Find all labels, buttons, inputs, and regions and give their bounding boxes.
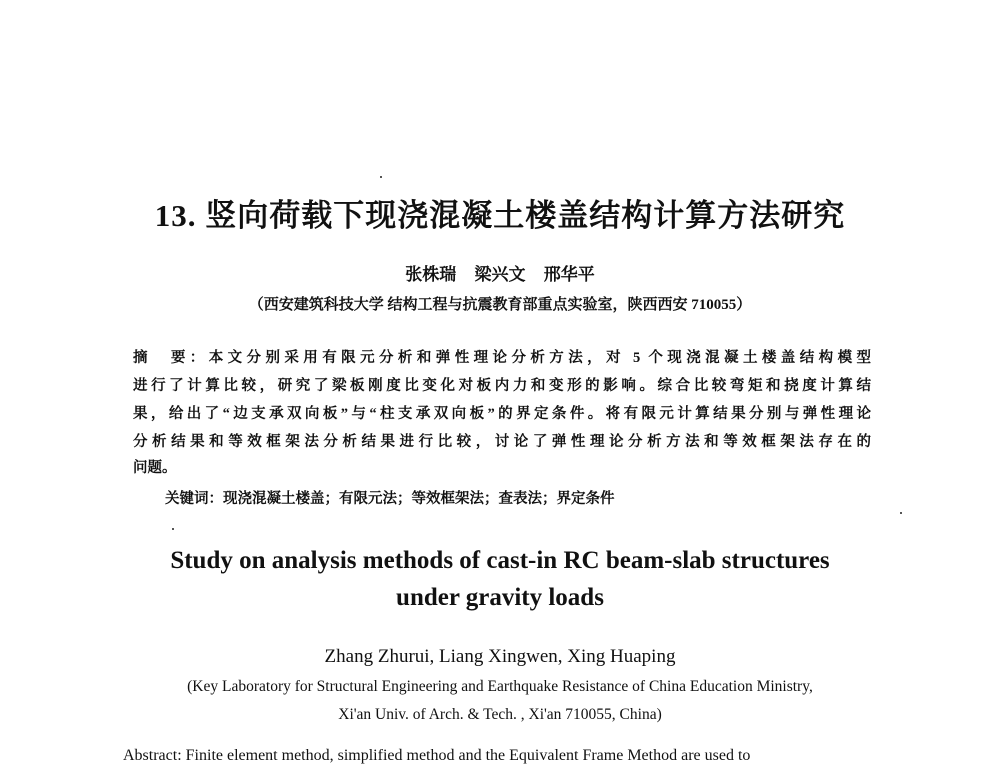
english-title-line: Study on analysis methods of cast-in RC beam-slab structures xyxy=(170,547,830,574)
chinese-title: 13. 竖向荷载下现浇混凝土楼盖结构计算方法研究 xyxy=(154,198,846,233)
scan-speck xyxy=(380,176,382,178)
chinese-abstract-line: 摘 要：本文分别采用有限元分析和弹性理论分析方法，对 5 个现浇混凝土楼盖结构模型 xyxy=(133,350,871,366)
english-authors: Zhang Zhurui, Liang Xingwen, Xing Huaping xyxy=(324,646,676,667)
english-abstract-partial: Abstract: Finite element method, simplified method and the Equivalent Frame Method are used to xyxy=(123,747,751,764)
chinese-abstract-line: 分析结果和等效框架法分析结果进行比较，讨论了弹性理论分析方法和等效框架法存在的 xyxy=(133,434,871,450)
english-affiliation-line: Xi'an Univ. of Arch. & Tech. , Xi'an 710055, China) xyxy=(338,706,662,723)
chinese-abstract-line: 果，给出了“边支承双向板”与“柱支承双向板”的界定条件。将有限元计算结果分别与弹性理论 xyxy=(133,406,871,422)
scan-speck xyxy=(900,512,902,514)
scan-speck xyxy=(172,528,174,530)
chinese-authors: 张株瑞 梁兴文 邢华平 xyxy=(405,265,595,284)
chinese-affiliation: （西安建筑科技大学 结构工程与抗震教育部重点实验室，陕西西安 710055） xyxy=(248,297,752,313)
chinese-keywords: 关键词：现浇混凝土楼盖；有限元法；等效框架法；查表法；界定条件 xyxy=(165,491,615,507)
english-affiliation-line: (Key Laboratory for Structural Engineering and Earthquake Resistance of China Education Ministry, xyxy=(187,678,813,695)
chinese-abstract-line: 问题。 xyxy=(133,460,177,476)
english-title-line: under gravity loads xyxy=(396,584,604,611)
chinese-abstract-line: 进行了计算比较，研究了梁板刚度比变化对板内力和变形的影响。综合比较弯矩和挠度计算结 xyxy=(133,378,871,394)
